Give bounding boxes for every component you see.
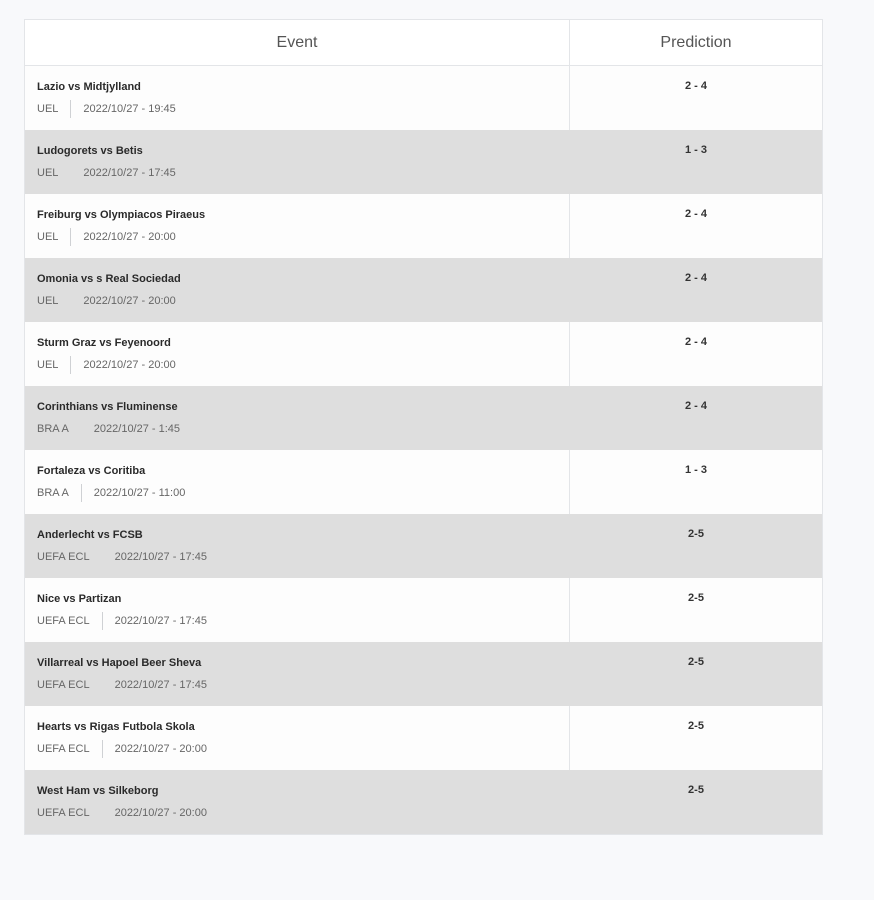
match-meta (37, 803, 570, 823)
divider (102, 804, 103, 822)
divider (70, 292, 71, 310)
match-datetime: 2022/10/27 - 20:00 (83, 295, 176, 307)
match-title: Lazio vs Midtjylland (37, 81, 141, 93)
match-datetime: 2022/10/27 - 20:00 (114, 743, 207, 755)
event-cell (25, 130, 570, 194)
event-cell (25, 642, 570, 706)
prediction-value: 2 - 4 (684, 272, 707, 284)
league-label: UEL (37, 103, 59, 115)
match-meta (37, 291, 570, 311)
match-meta (37, 355, 569, 375)
event-cell (25, 578, 570, 642)
prediction-value: 1 - 3 (684, 464, 707, 476)
match-datetime: 2022/10/27 - 17:45 (114, 551, 207, 563)
league-label: BRA A (37, 487, 69, 499)
event-cell (25, 258, 570, 322)
table-row (25, 578, 822, 642)
league-label: UEFA ECL (37, 743, 90, 755)
prediction-value: 2 - 4 (684, 80, 707, 92)
event-cell (25, 514, 570, 578)
match-meta (37, 739, 569, 759)
table-row (25, 194, 822, 258)
match-title: West Ham vs Silkeborg (37, 785, 159, 797)
match-title: Sturm Graz vs Feyenoord (37, 337, 171, 349)
prediction-value: 2 - 4 (684, 400, 707, 412)
match-title: Fortaleza vs Coritiba (37, 465, 146, 477)
match-title: Freiburg vs Olympiacos Piraeus (37, 209, 206, 221)
divider (70, 228, 71, 246)
event-cell (25, 706, 570, 770)
event-cell (25, 66, 570, 130)
match-title: Nice vs Partizan (37, 593, 122, 605)
league-label: UEFA ECL (37, 679, 90, 691)
match-meta (37, 483, 569, 503)
league-label: UEL (37, 167, 59, 179)
table-row (25, 642, 822, 706)
match-title: Ludogorets vs Betis (37, 145, 143, 157)
league-label: UEL (37, 295, 59, 307)
table-row (25, 130, 822, 194)
match-meta (37, 163, 570, 183)
match-datetime: 2022/10/27 - 19:45 (83, 103, 176, 115)
match-title: Anderlecht vs FCSB (37, 529, 143, 541)
table-row (25, 770, 822, 834)
match-datetime: 2022/10/27 - 17:45 (114, 615, 207, 627)
league-label: UEFA ECL (37, 807, 90, 819)
divider (102, 676, 103, 694)
league-label: UEL (37, 231, 59, 243)
prediction-value: 2 - 4 (684, 208, 707, 220)
match-title: Corinthians vs Fluminense (37, 401, 178, 413)
match-datetime: 2022/10/27 - 17:45 (114, 679, 207, 691)
table-row (25, 66, 822, 130)
league-label: UEL (37, 359, 59, 371)
match-datetime: 2022/10/27 - 20:00 (83, 231, 176, 243)
event-cell (25, 386, 570, 450)
divider (70, 356, 71, 374)
event-cell (25, 450, 570, 514)
predictions-table (24, 19, 823, 835)
match-datetime: 2022/10/27 - 20:00 (83, 359, 176, 371)
match-title: Villarreal vs Hapoel Beer Sheva (37, 657, 202, 669)
prediction-value: 2 - 4 (684, 336, 707, 348)
table-row (25, 386, 822, 450)
event-cell (25, 322, 570, 386)
table-row (25, 258, 822, 322)
prediction-value: 2-5 (688, 528, 704, 540)
match-meta (37, 227, 569, 247)
match-title: Omonia vs s Real Sociedad (37, 273, 181, 285)
divider (102, 740, 103, 758)
match-meta (37, 99, 569, 119)
league-label: UEFA ECL (37, 615, 90, 627)
match-datetime: 2022/10/27 - 17:45 (83, 167, 176, 179)
league-label: BRA A (37, 423, 69, 435)
table-header (25, 20, 822, 66)
match-meta (37, 419, 570, 439)
table-row (25, 514, 822, 578)
event-column-header: Event (25, 20, 570, 65)
league-label: UEFA ECL (37, 551, 90, 563)
match-meta (37, 675, 570, 695)
table-row (25, 322, 822, 386)
prediction-value: 1 - 3 (684, 144, 707, 156)
event-cell (25, 194, 570, 258)
match-datetime: 2022/10/27 - 1:45 (93, 423, 181, 435)
match-datetime: 2022/10/27 - 11:00 (93, 487, 186, 499)
divider (81, 420, 82, 438)
prediction-column-header: Prediction (660, 33, 732, 51)
event-cell (25, 770, 570, 834)
prediction-value: 2-5 (688, 592, 704, 604)
divider (102, 548, 103, 566)
prediction-value: 2-5 (688, 720, 704, 732)
divider (70, 164, 71, 182)
prediction-value: 2-5 (688, 656, 704, 668)
divider (81, 484, 82, 502)
match-meta (37, 547, 570, 567)
divider (70, 100, 71, 118)
match-meta (37, 611, 569, 631)
prediction-value: 2-5 (688, 784, 704, 796)
table-row (25, 450, 822, 514)
match-title: Hearts vs Rigas Futbola Skola (37, 721, 195, 733)
table-row (25, 706, 822, 770)
divider (102, 612, 103, 630)
match-datetime: 2022/10/27 - 20:00 (114, 807, 207, 819)
